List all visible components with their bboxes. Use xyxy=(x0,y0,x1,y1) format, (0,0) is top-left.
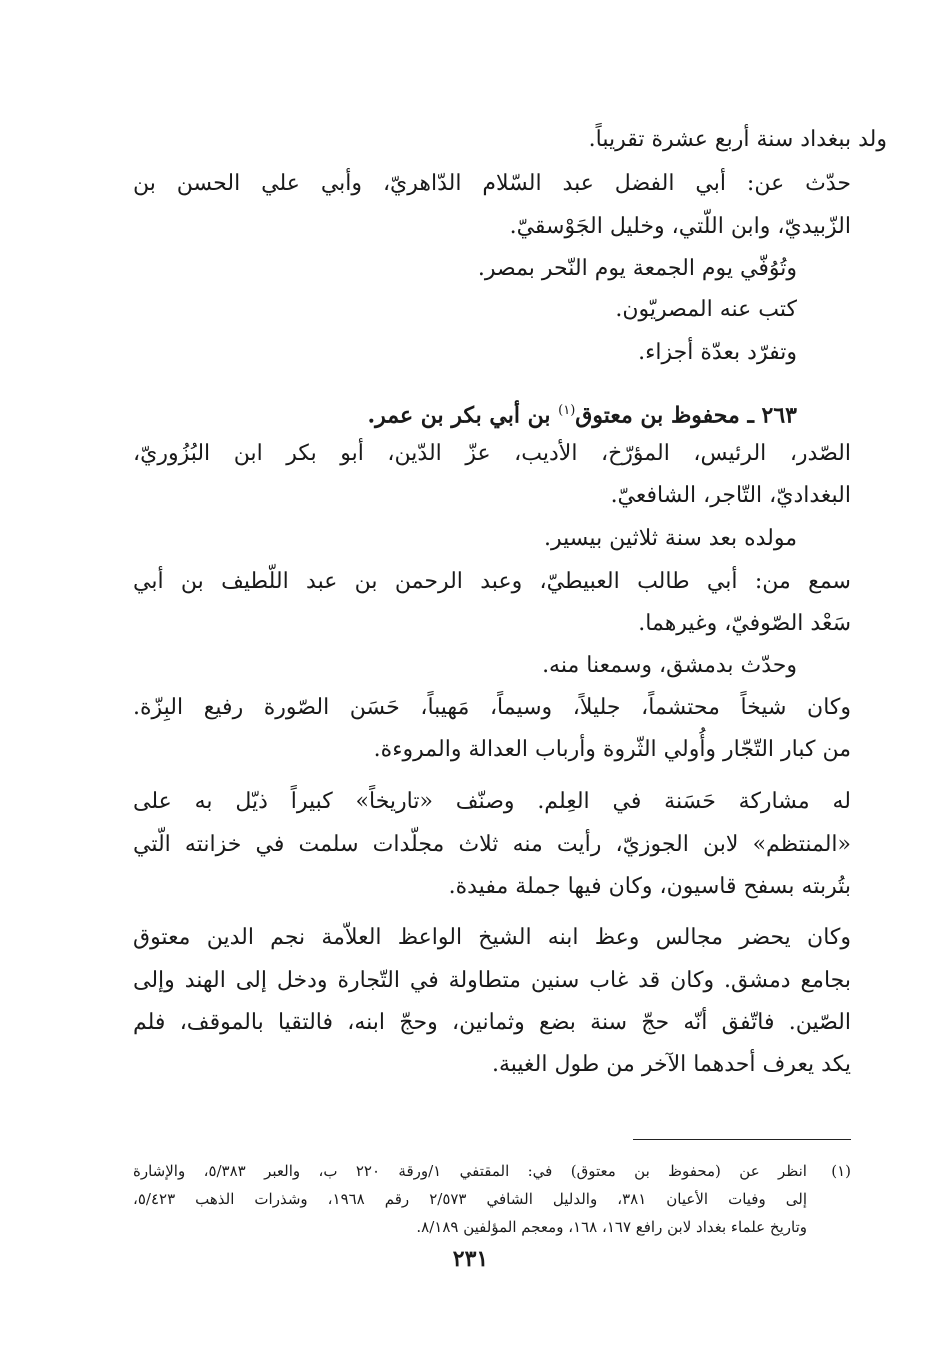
footnote-text: وتاريخ علماء بغداد لابن رافع ١٦٧، ١٦٨، ومعجم المؤلفين ٨/١٨٩. xyxy=(416,1218,807,1236)
text-line: الصّين. فاتّفق أنّه حجّ سنة بضع وثمانين، وحجّ ابنه، فالتقيا بالموقف، فلم xyxy=(133,1010,851,1035)
footnote-text: إلى وفيات الأعيان ٣٨١، والدليل الشافي ٢/٥٧٣ رقم ١٩٦٨، وشذرات الذهب ٥/٤٢٣، xyxy=(133,1190,807,1208)
text-line: سَعْد الصّوفيّ، وغيرهما. xyxy=(638,611,851,636)
text-line: يكد يعرف أحدهما الآخر من طول الغيبة. xyxy=(491,1052,851,1077)
text-line: له مشاركة حَسَنة في العِلم. وصنّف «تاريخاً» كبيراً ذيّل به على xyxy=(133,789,851,814)
footnote-text: انظر عن (محفوظ بن معتوق) في: المقتفي ١/ورقة ٢٢٠ ب، والعبر ٥/٣٨٣، والإشارة xyxy=(133,1162,807,1180)
footnote-separator xyxy=(633,1139,851,1140)
text-line: حدّث عن: أبي الفضل عبد السّلام الدّاهريّ، وأبي علي الحسن بن xyxy=(133,171,851,196)
text-line: البغداديّ، التّاجر، الشافعيّ. xyxy=(610,483,851,508)
text-line: سمع من: أبي طالب العبيطيّ، وعبد الرحمن بن عبد اللّطيف بن أبي xyxy=(133,569,851,594)
footnote-ref[interactable]: (١) xyxy=(558,403,576,418)
text-line: كتب عنه المصريّون. xyxy=(615,297,797,322)
text-line: بجامع دمشق. وكان قد غاب سنين متطاولة في التّجارة ودخل إلى الهند وإلى xyxy=(133,968,851,993)
text-line: وكان يحضر مجالس وعظ ابنه الشيخ الواعظ العلاّمة نجم الدين معتوق xyxy=(133,925,851,950)
text-line: وحدّث بدمشق، وسمعنا منه. xyxy=(542,653,797,678)
entry-heading xyxy=(133,393,797,433)
text-line: ولد ببغداد سنة أربع عشرة تقريباً. xyxy=(588,127,887,152)
entry-title-rest: بن أبي بكر بن عمر. xyxy=(367,402,559,429)
text-line: بتُربته بسفح قاسيون، وكان فيها جملة مفيدة. xyxy=(448,874,851,899)
text-line: من كبار التّجّار وأُولي الثّروة وأرباب العدالة والمروءة. xyxy=(373,737,851,762)
text-line: وتُوُفّي يوم الجمعة يوم النّحر بمصر. xyxy=(477,256,797,281)
text-line: وكان شيخاً محتشماً، جليلاً، وسيماً، مَهيباً، حَسَن الصّورة رفيع البِزّة. xyxy=(133,695,851,720)
text-line: الزّبيديّ، وابن اللّتي، وخليل الجَوْسقيّ. xyxy=(509,214,851,239)
text-line: مولده بعد سنة ثلاثين بيسير. xyxy=(544,526,797,551)
footnote-mark: (١) xyxy=(831,1162,851,1180)
page-number: ٢٣١ xyxy=(452,1246,489,1272)
entry-title: ٢٦٣ ـ محفوظ بن معتوق xyxy=(575,402,797,429)
text-line: الصّدر، الرئيس، المؤرّخ، الأديب، عزّ الدّين، أبو بكر ابن البُزُوريّ، xyxy=(133,441,851,466)
text-line: وتفرّد بعدّة أجزاء. xyxy=(638,340,797,365)
text-line: «المنتظم» لابن الجوزيّ، رأيت منه ثلاث مجلّدات سلمت في خزانته الّتي xyxy=(133,832,851,857)
